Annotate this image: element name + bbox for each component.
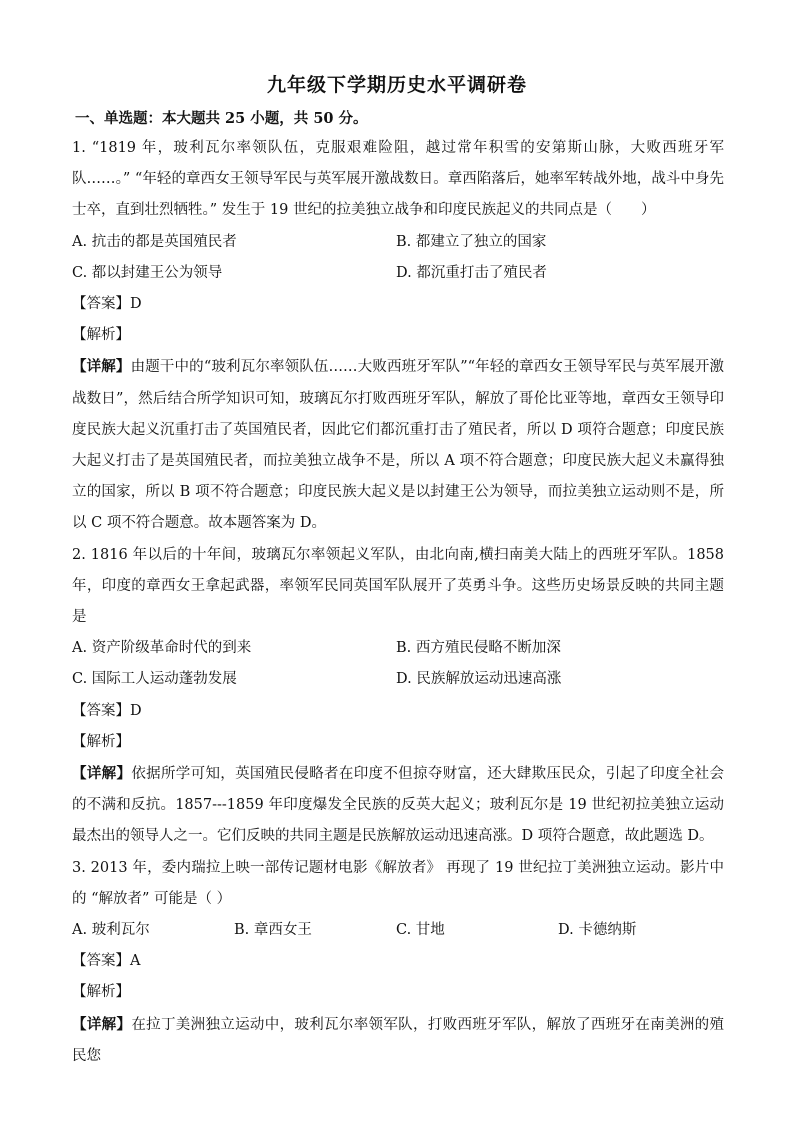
detail-text: 在拉丁美洲独立运动中，玻利瓦尔率领军队，打败西班牙军队，解放了西班牙在南美洲的殖民您 [72, 1016, 725, 1064]
option-d: D. 民族解放运动迅速高涨 [396, 671, 562, 688]
question-stem: 3. 2013 年，委内瑞拉上映一部传记题材电影《解放者》 再现了 19 世纪拉丁美洲独立运动。影片中的 “解放者” 可能是（ ） [72, 859, 724, 907]
options-row [72, 258, 724, 289]
option-c: C. 国际工人运动蓬勃发展 [72, 671, 237, 688]
option-a: A. 资产阶级革命时代的到来 [72, 640, 252, 657]
option-d: D. 都沉重打击了殖民者 [396, 264, 547, 281]
option-c: C. 甘地 [396, 922, 445, 939]
detail-text: 依据所学可知，英国殖民侵略者在印度不但掠夺财富，还大肆欺压民众，引起了印度全社会的不满和反抗。1857---1859 年印度爆发全民族的反英大起义；玻利瓦尔是 19 世纪初拉美独立运动最杰出的领导人之一。它们反映的共同主题是民族解放运动迅速高涨。D 项符合题意，故此题选 D。 [72, 766, 725, 845]
answer-line: 【答案】A [72, 953, 141, 970]
answer-line: 【答案】D [72, 296, 142, 313]
analysis-heading: 【解析】 [72, 733, 130, 750]
options-row [72, 227, 724, 258]
analysis-heading: 【解析】 [72, 327, 130, 344]
question-list [72, 133, 724, 1072]
detail-tag: 【详解】 [72, 358, 131, 376]
detail-paragraph [72, 1009, 724, 1072]
analysis-heading: 【解析】 [72, 984, 130, 1001]
detail-tag: 【详解】 [72, 765, 132, 783]
question-1 [72, 133, 724, 540]
option-c: C. 都以封建王公为领导 [72, 264, 223, 281]
detail-paragraph [72, 758, 724, 853]
option-a: A. 抗击的都是英国殖民者 [72, 233, 237, 250]
option-d: D. 卡德纳斯 [558, 922, 637, 939]
options-row [72, 664, 724, 695]
detail-text: 由题干中的“玻利瓦尔率领队伍……大败西班牙军队”“年轻的章西女王领导军民与英军展开激战数日”，然后结合所学知识可知，玻璃瓦尔打败西班牙军队，解放了哥伦比亚等地，章西女王领导印度民族大起义沉重打击了英国殖民者，因此它们都沉重打击了殖民者，所以 D 项符合题意；印度民族大起义打击了是英国殖民者，而拉美独立战争不是，所以 A 项不符合题意；印度民族大起义未赢得独立的国家，所以 B 项不符合题意；印度民族大起义是以封建王公为领导，而拉美独立运动则不是，所以 C 项不符合题意。故本题答案为 D。 [72, 359, 724, 532]
section-heading: 一、单选题：本大题共 25 小题，共 50 分。 [75, 110, 368, 127]
option-b: B. 章西女王 [234, 922, 312, 939]
question-stem: 2. 1816 年以后的十年间，玻璃瓦尔率领起义军队，由北向南,横扫南美大陆上的西班牙军队。1858 年，印度的章西女王拿起武器，率领军民同英国军队展开了英勇斗争。这些历史场景反映的共同主题是 [72, 546, 724, 626]
answer-line: 【答案】D [72, 702, 142, 719]
option-b: B. 西方殖民侵略不断加深 [396, 640, 561, 657]
detail-paragraph [72, 351, 724, 539]
detail-tag: 【详解】 [72, 1015, 132, 1033]
exam-title: 九年级下学期历史水平调研卷 [266, 74, 527, 96]
question-3 [72, 853, 724, 1072]
option-b: B. 都建立了独立的国家 [396, 233, 547, 250]
options-row [72, 633, 724, 664]
options-row [72, 915, 724, 946]
question-2 [72, 540, 724, 853]
option-a: A. 玻利瓦尔 [72, 922, 150, 939]
question-stem: 1. “1819 年，玻利瓦尔率领队伍，克服艰难险阻，越过常年积雪的安第斯山脉，大败西班牙军队……。” “年轻的章西女王领导军民与英军展开激战数日。章西陷落后，她率军转战外地，战斗中身先士卒，直到壮烈牺牲。” 发生于 19 世纪的拉美独立战争和印度民族起义的共同点是（ ） [72, 140, 724, 219]
